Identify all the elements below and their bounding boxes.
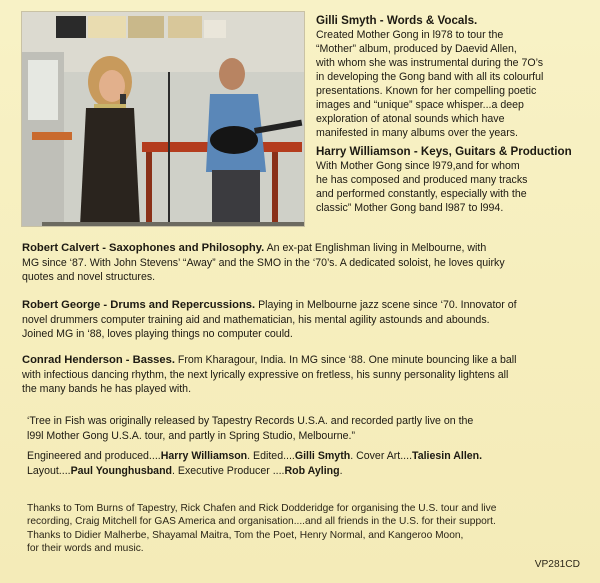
credits-line-1 bbox=[27, 449, 587, 464]
thanks-line-1: Thanks to Tom Burns of Tapestry, Rick Chafen and Rick Dodderidge for organising the U.S. tour and live bbox=[27, 503, 497, 514]
conrad-henderson-line-3: the many bands he has played with. bbox=[22, 383, 192, 395]
conrad-henderson-line-1: From Kharagour, India. In MG since ‘88. One minute bouncing like a ball bbox=[174, 354, 517, 366]
robert-calvert-line-1: An ex-pat Englishman living in Melbourne, with bbox=[264, 242, 487, 254]
thanks-line-4: for their words and music. bbox=[27, 543, 144, 555]
credits-line-2 bbox=[27, 464, 587, 479]
gilli-line-4: in developing the Gong band with all its colourful bbox=[316, 71, 544, 83]
credits-cover-art-label: . Cover Art.... bbox=[350, 450, 413, 462]
right-column-credits bbox=[316, 14, 588, 220]
robert-george-line-1: Playing in Melbourne jazz scene since ‘70. Innovator of bbox=[255, 299, 517, 311]
credits-layout-name: Paul Younghusband bbox=[70, 464, 173, 477]
credits-executive-producer-name: Rob Ayling bbox=[284, 464, 340, 477]
thanks-line-2: recording, Craig Mitchell for GAS America and organisation....and all friends in the U.S. for their support. bbox=[27, 516, 496, 528]
gilli-smyth-block bbox=[316, 14, 588, 140]
conrad-henderson-bio bbox=[22, 353, 582, 397]
gilli-line-8: manifested in many albums over the years. bbox=[316, 127, 518, 139]
release-note-line-2: l99l Mother Gong U.S.A. tour, and partly in Spring Studio, Melbourne.” bbox=[27, 429, 355, 442]
harry-williamson-heading: Harry Williamson - Keys, Guitars & Production bbox=[316, 145, 572, 158]
conrad-henderson-name: Conrad Henderson - Basses. bbox=[22, 354, 175, 366]
credits-cover-artist-name: Taliesin Allen. bbox=[412, 450, 483, 462]
harry-line-3: and performed constantly, especially with the bbox=[316, 188, 527, 200]
harry-williamson-block bbox=[316, 145, 588, 215]
robert-calvert-line-2: MG since ‘87. With John Stevens’ “Away” and the SMO in the ‘70’s. A dedicated soloist, he loves quirky bbox=[22, 256, 505, 269]
credits-executive-producer-label: . Executive Producer .... bbox=[172, 464, 285, 477]
gilli-line-1: Created Mother Gong in l978 to tour the bbox=[316, 29, 504, 41]
credits-end-punct: . bbox=[339, 464, 343, 477]
credits-layout-label: Layout.... bbox=[27, 464, 71, 477]
robert-calvert-name: Robert Calvert - Saxophones and Philosophy. bbox=[22, 242, 265, 254]
band-photo-illustration bbox=[22, 12, 304, 226]
harry-line-4: classic” Mother Gong band l987 to l994. bbox=[316, 202, 504, 214]
credits-engineered-label: Engineered and produced.... bbox=[27, 450, 161, 462]
robert-george-line-2: novel drummers computer training aid and mathematician, his mental agility astounds and abounds. bbox=[22, 313, 490, 326]
robert-calvert-bio bbox=[22, 241, 582, 285]
gilli-line-6: images and “unique” space whisper...a deep bbox=[316, 99, 524, 111]
gilli-line-7: exploration of atonal sounds which have bbox=[316, 113, 505, 125]
gilli-smyth-heading: Gilli Smyth - Words & Vocals. bbox=[316, 14, 478, 27]
thanks-line-3: Thanks to Didier Malherbe, Shayamal Maitra, Tom the Poet, Henry Normal, and Kangeroo Moon, bbox=[27, 529, 464, 541]
robert-george-bio bbox=[22, 298, 582, 342]
gilli-line-2: “Mother” album, produced by Daevid Allen, bbox=[316, 43, 517, 55]
robert-george-line-3: Joined MG in ‘88, loves playing things no computer could. bbox=[22, 328, 293, 340]
catalog-number: VP281CD bbox=[534, 559, 580, 570]
credits-engineer-name: Harry Williamson bbox=[160, 450, 248, 462]
thanks-section bbox=[27, 502, 587, 556]
release-note-line-1: ‘Tree in Fish was originally released by Tapestry Records U.S.A. and recorded partly live on the bbox=[27, 415, 474, 427]
production-credits bbox=[27, 449, 587, 478]
gilli-line-3: with whom she was instrumental during the 7O’s bbox=[316, 57, 544, 69]
harry-line-2: he has composed and produced many tracks bbox=[316, 174, 528, 186]
robert-george-name: Robert George - Drums and Repercussions. bbox=[22, 299, 256, 311]
release-note bbox=[27, 414, 587, 443]
harry-line-1: With Mother Gong since l979,and for whom bbox=[316, 160, 520, 172]
credits-edited-label: . Edited.... bbox=[247, 450, 295, 462]
conrad-henderson-line-2: with infectious dancing rhythm, the next lyrically expressive on fretless, his sunny personality lightens all bbox=[22, 368, 509, 381]
band-photo bbox=[22, 12, 304, 226]
credits-editor-name: Gilli Smyth bbox=[294, 450, 351, 462]
gilli-line-5: presentations. Known for her compelling poetic bbox=[316, 85, 537, 97]
robert-calvert-line-3: quotes and novel structures. bbox=[22, 271, 156, 283]
